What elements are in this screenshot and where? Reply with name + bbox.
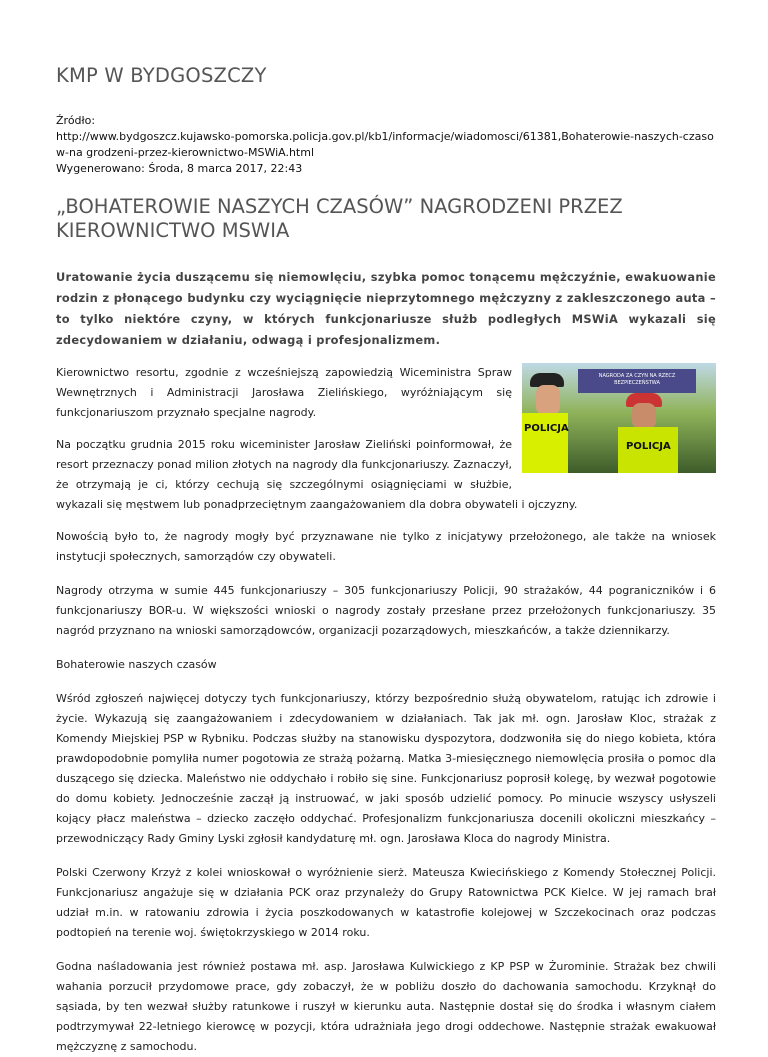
article-lead: Uratowanie życia duszącemu się niemowlęciu, szybka pomoc tonącemu mężczyźnie, ewakuowanie rodzin z płonącego budynku czy wyciągnięcie nieprzytomnego mężczyzny z zakleszczonego auta – to tylko niektóre czyny, w których funkcjonariusze służb podległych MSWiA wykazali się zdecydowaniem w działaniu, odwagą i profesjonalizmem.: [56, 270, 716, 347]
article-title: „BOHATEROWIE NASZYCH CZASÓW” NAGRODZENI PRZEZ KIEROWNICTWO MSWIA: [56, 195, 623, 242]
page: [56, 0, 716, 1057]
article-photo: [522, 363, 716, 473]
photo-sign: NAGRODA ZA CZYN NA RZECZ BEZPIECZEŃSTWA: [578, 369, 696, 393]
photo-face-2: [632, 403, 656, 429]
photo-face: [536, 385, 560, 415]
paragraph-3: Nowością było to, że nagrody mogły być przyznawane nie tylko z inicjatywy przełożonego, ale także na wniosek instytucji społecznych, samorządów czy obywateli.: [56, 530, 716, 563]
paragraph-6: Polski Czerwony Krzyż z kolei wnioskował o wyróżnienie sierż. Mateusza Kwiecińskiego z Komendy Stołecznej Policji. Funkcjonariusz angażuje się w działania PCK oraz przynależy do Grupy Ratownictwa PCK Kielce. W jej ramach brał udział m.in. w ratowaniu zdrowia i życia poszkodowanych w katastrofie kolejowej w Szczekocinach oraz podczas podtopień na terenie woj. świętokrzyskiego w 2014 roku.: [56, 866, 716, 939]
generated-date: Wygenerowano: Środa, 8 marca 2017, 22:43: [56, 162, 303, 175]
paragraph-2: Na początku grudnia 2015 roku wiceminister Jarosław Zieliński poinformował, że resort przeznaczy ponad milion złotych na nagrody dla funkcjonariuszy. Zaznaczył, że otrzymają je ci, którzy cechują się szczególnymi osiągnięciami w służbie, wykazali się męstwem lub ponadprzeciętnym zaangażowaniem dla dobra obywateli i ojczyzny.: [56, 438, 578, 511]
paragraph-5: Wśród zgłoszeń najwięcej dotyczy tych funkcjonariuszy, którzy bezpośrednio służą obywatelom, ratując ich zdrowie i życie. Wykazują się zaangażowaniem i zdecydowaniem w działaniach. Tak jak mł. ogn. Jarosław Kloc, strażak z Komendy Miejskiej PSP w Rybniku. Podczas służby na stanowisku dyspozytora, dodzwoniła się do niego kobieta, która prawdopodobnie pomyliła numer pogotowia ze strażą pożarną. Matka 3-miesięcznego niemowlęcia prosiła o pomoc dla duszącego się dziecka. Maleństwo nie oddychało i robiło się sine. Funkcjonariusz poprosił kolegę, by wezwał pogotowie do domu kobiety. Jednocześnie zaczął ją instruować, w jaki sposób udzielić pomocy. Po minucie wszyscy usłyszeli kojący płacz maleństwa – dziecko zaczęło oddychać. Profesjonalizm funkcjonariusza docenili okoliczni mieszkańcy – przewodniczący Rady Gminy Lyski zgłosił kandydaturę mł. ogn. Jarosława Kloca do nagrody Ministra.: [56, 692, 716, 845]
photo-label-2: POLICJA: [626, 441, 671, 452]
source-meta: [56, 113, 716, 177]
source-url[interactable]: http://www.bydgoszcz.kujawsko-pomorska.policja.gov.pl/kb1/informacje/wiadomosci/61381,Bohaterowie-naszych-czasow-na grodzeni-przez-kierownictwo-MSWiA.html: [56, 130, 714, 159]
site-title: KMP W BYDGOSZCZY: [56, 64, 267, 87]
section-heading: Bohaterowie naszych czasów: [56, 658, 217, 671]
paragraph-1: Kierownictwo resortu, zgodnie z wcześniejszą zapowiedzią Wiceministra Spraw Wewnętrznych i Administracji Jarosława Zielińskiego, wyróżniającym się funkcjonariuszom przyznało specjalne nagrody.: [56, 366, 512, 419]
photo-vest: [522, 413, 568, 473]
paragraph-7: Godna naśladowania jest również postawa mł. asp. Jarosława Kulwickiego z KP PSP w Żurominie. Strażak bez chwili wahania porzucił przydomowe prace, gdy zobaczył, że w pobliżu doszło do dachowania samochodu. Krzyknął do sąsiada, by ten wezwał służby ratunkowe i ruszył w kierunku auta. Następnie dostał się do środka i własnym ciałem podtrzymywał 22-letniego kierowcę w pozycji, która udrażniała jego drogi oddechowe. Następnie strażak ewakuował mężczyznę z samochodu.: [56, 960, 716, 1053]
source-label: Źródło:: [56, 114, 96, 127]
intro-block: [56, 363, 716, 527]
paragraph-4: Nagrody otrzyma w sumie 445 funkcjonariuszy – 305 funkcjonariuszy Policji, 90 strażaków, 44 pograniczników i 6 funkcjonariuszy BOR-u. W większości wnioski o nagrody zostały przesłane przez przełożonych funkcjonariuszy. 35 nagród przyznano na wnioski samorządowców, organizacji pozarządowych, mieszkańców, a także dziennikarzy.: [56, 584, 716, 637]
photo-label-1: POLICJA: [524, 423, 569, 434]
